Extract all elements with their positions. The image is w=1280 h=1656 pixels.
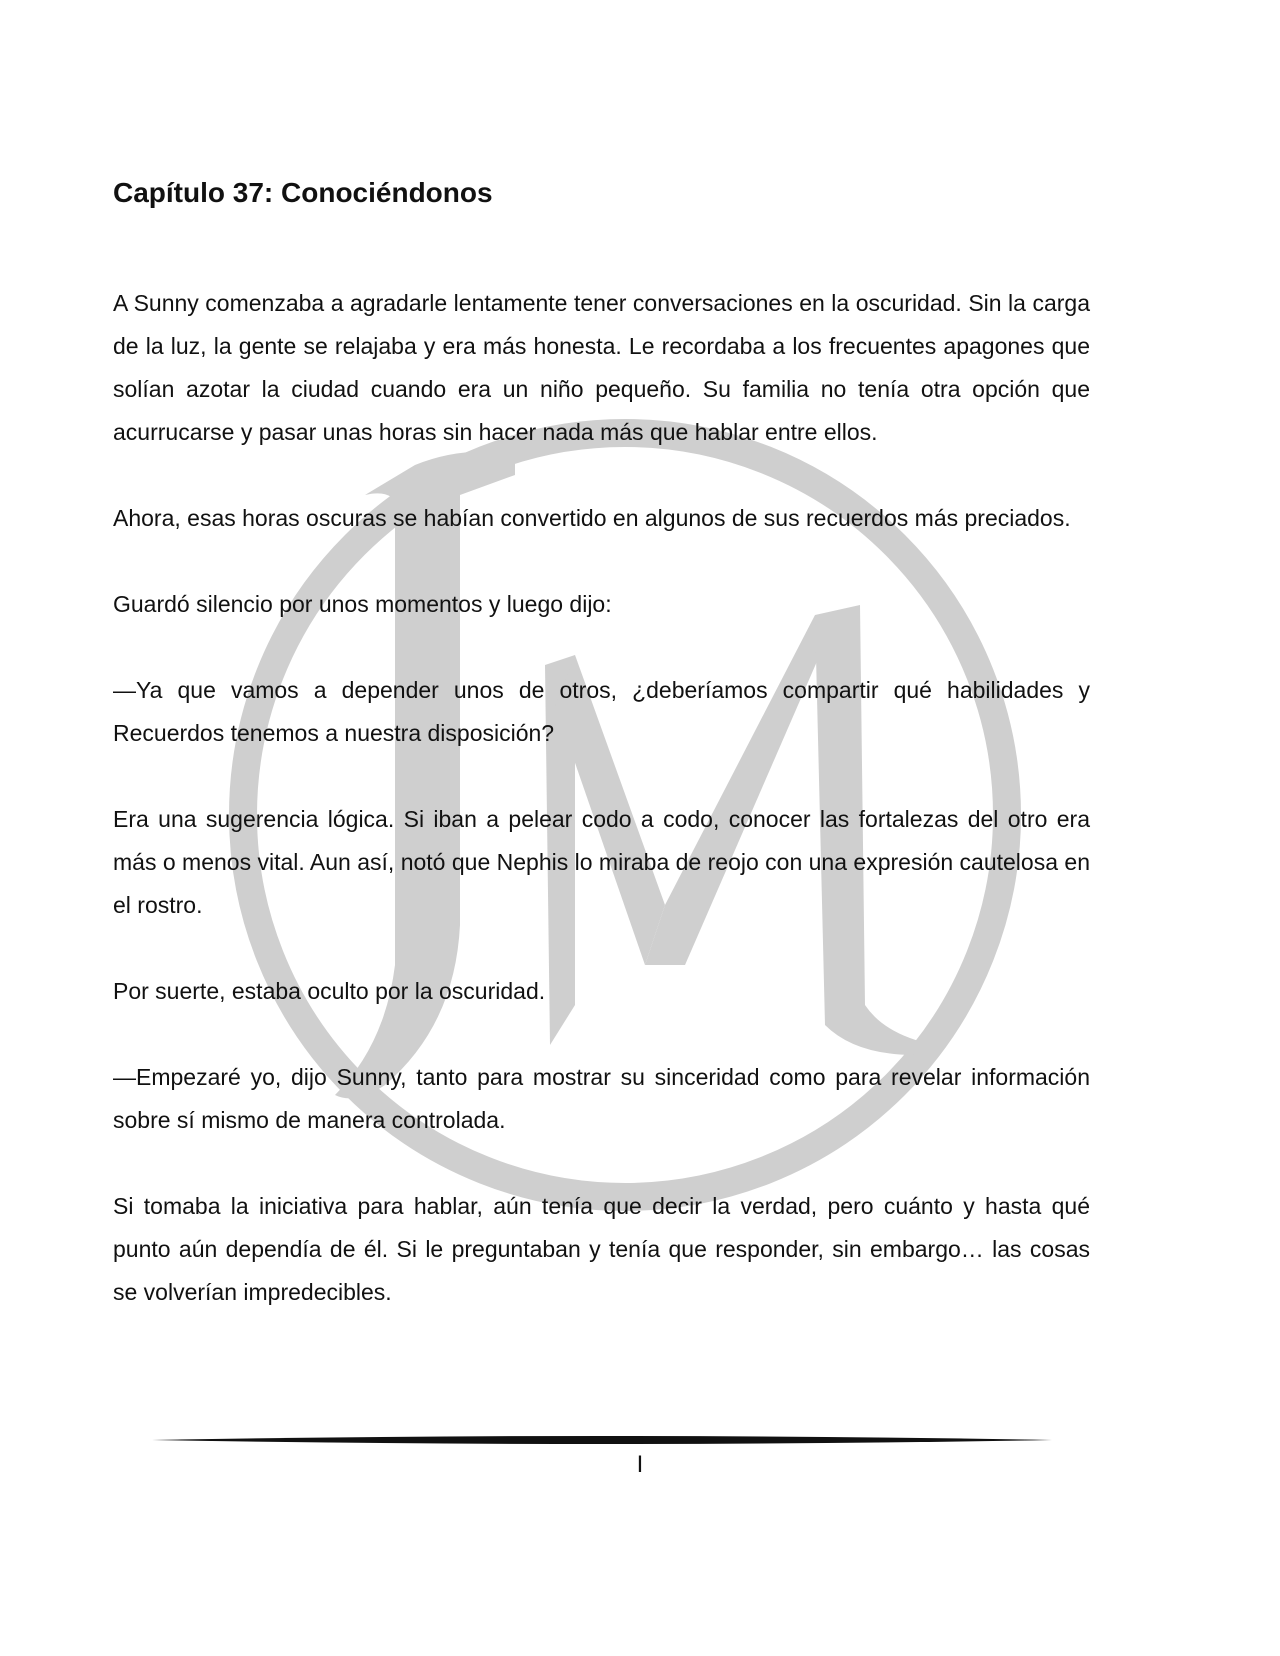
chapter-body	[113, 282, 1090, 1314]
paragraph: A Sunny comenzaba a agradarle lentamente tener conversaciones en la oscuridad. Sin la carga de la luz, la gente se relajaba y era más honesta. Le recordaba a los frecuentes apagones que solían azotar la ciudad cuando era un niño pequeño. Su familia no tenía otra opción que acurrucarse y pasar unas horas sin hacer nada más que hablar entre ellos.	[113, 289, 1090, 445]
document-page	[113, 170, 1090, 1314]
chapter-title: Capítulo 37: Conociéndonos	[113, 177, 493, 208]
page-number: I	[636, 1451, 644, 1478]
paragraph: Era una sugerencia lógica. Si iban a pelear codo a codo, conocer las fortalezas del otro era más o menos vital. Aun así, notó que Nephis lo miraba de reojo con una expresión cautelosa en el rostro.	[113, 805, 1090, 918]
paragraph: —Ya que vamos a depender unos de otros, ¿deberíamos compartir qué habilidades y Recuerdos tenemos a nuestra disposición?	[113, 676, 1090, 746]
paragraph: Guardó silencio por unos momentos y luego dijo:	[113, 590, 612, 617]
paragraph: Ahora, esas horas oscuras se habían convertido en algunos de sus recuerdos más preciados.	[113, 504, 1071, 531]
paragraph: —Empezaré yo, dijo Sunny, tanto para mostrar su sinceridad como para revelar información sobre sí mismo de manera controlada.	[113, 1063, 1090, 1133]
footer-divider	[152, 1432, 1052, 1448]
paragraph: Si tomaba la iniciativa para hablar, aún tenía que decir la verdad, pero cuánto y hasta qué punto aún dependía de él. Si le preguntaban y tenía que responder, sin embargo… las cosas se volverían impredecibles.	[113, 1192, 1090, 1305]
paragraph: Por suerte, estaba oculto por la oscuridad.	[113, 977, 546, 1004]
